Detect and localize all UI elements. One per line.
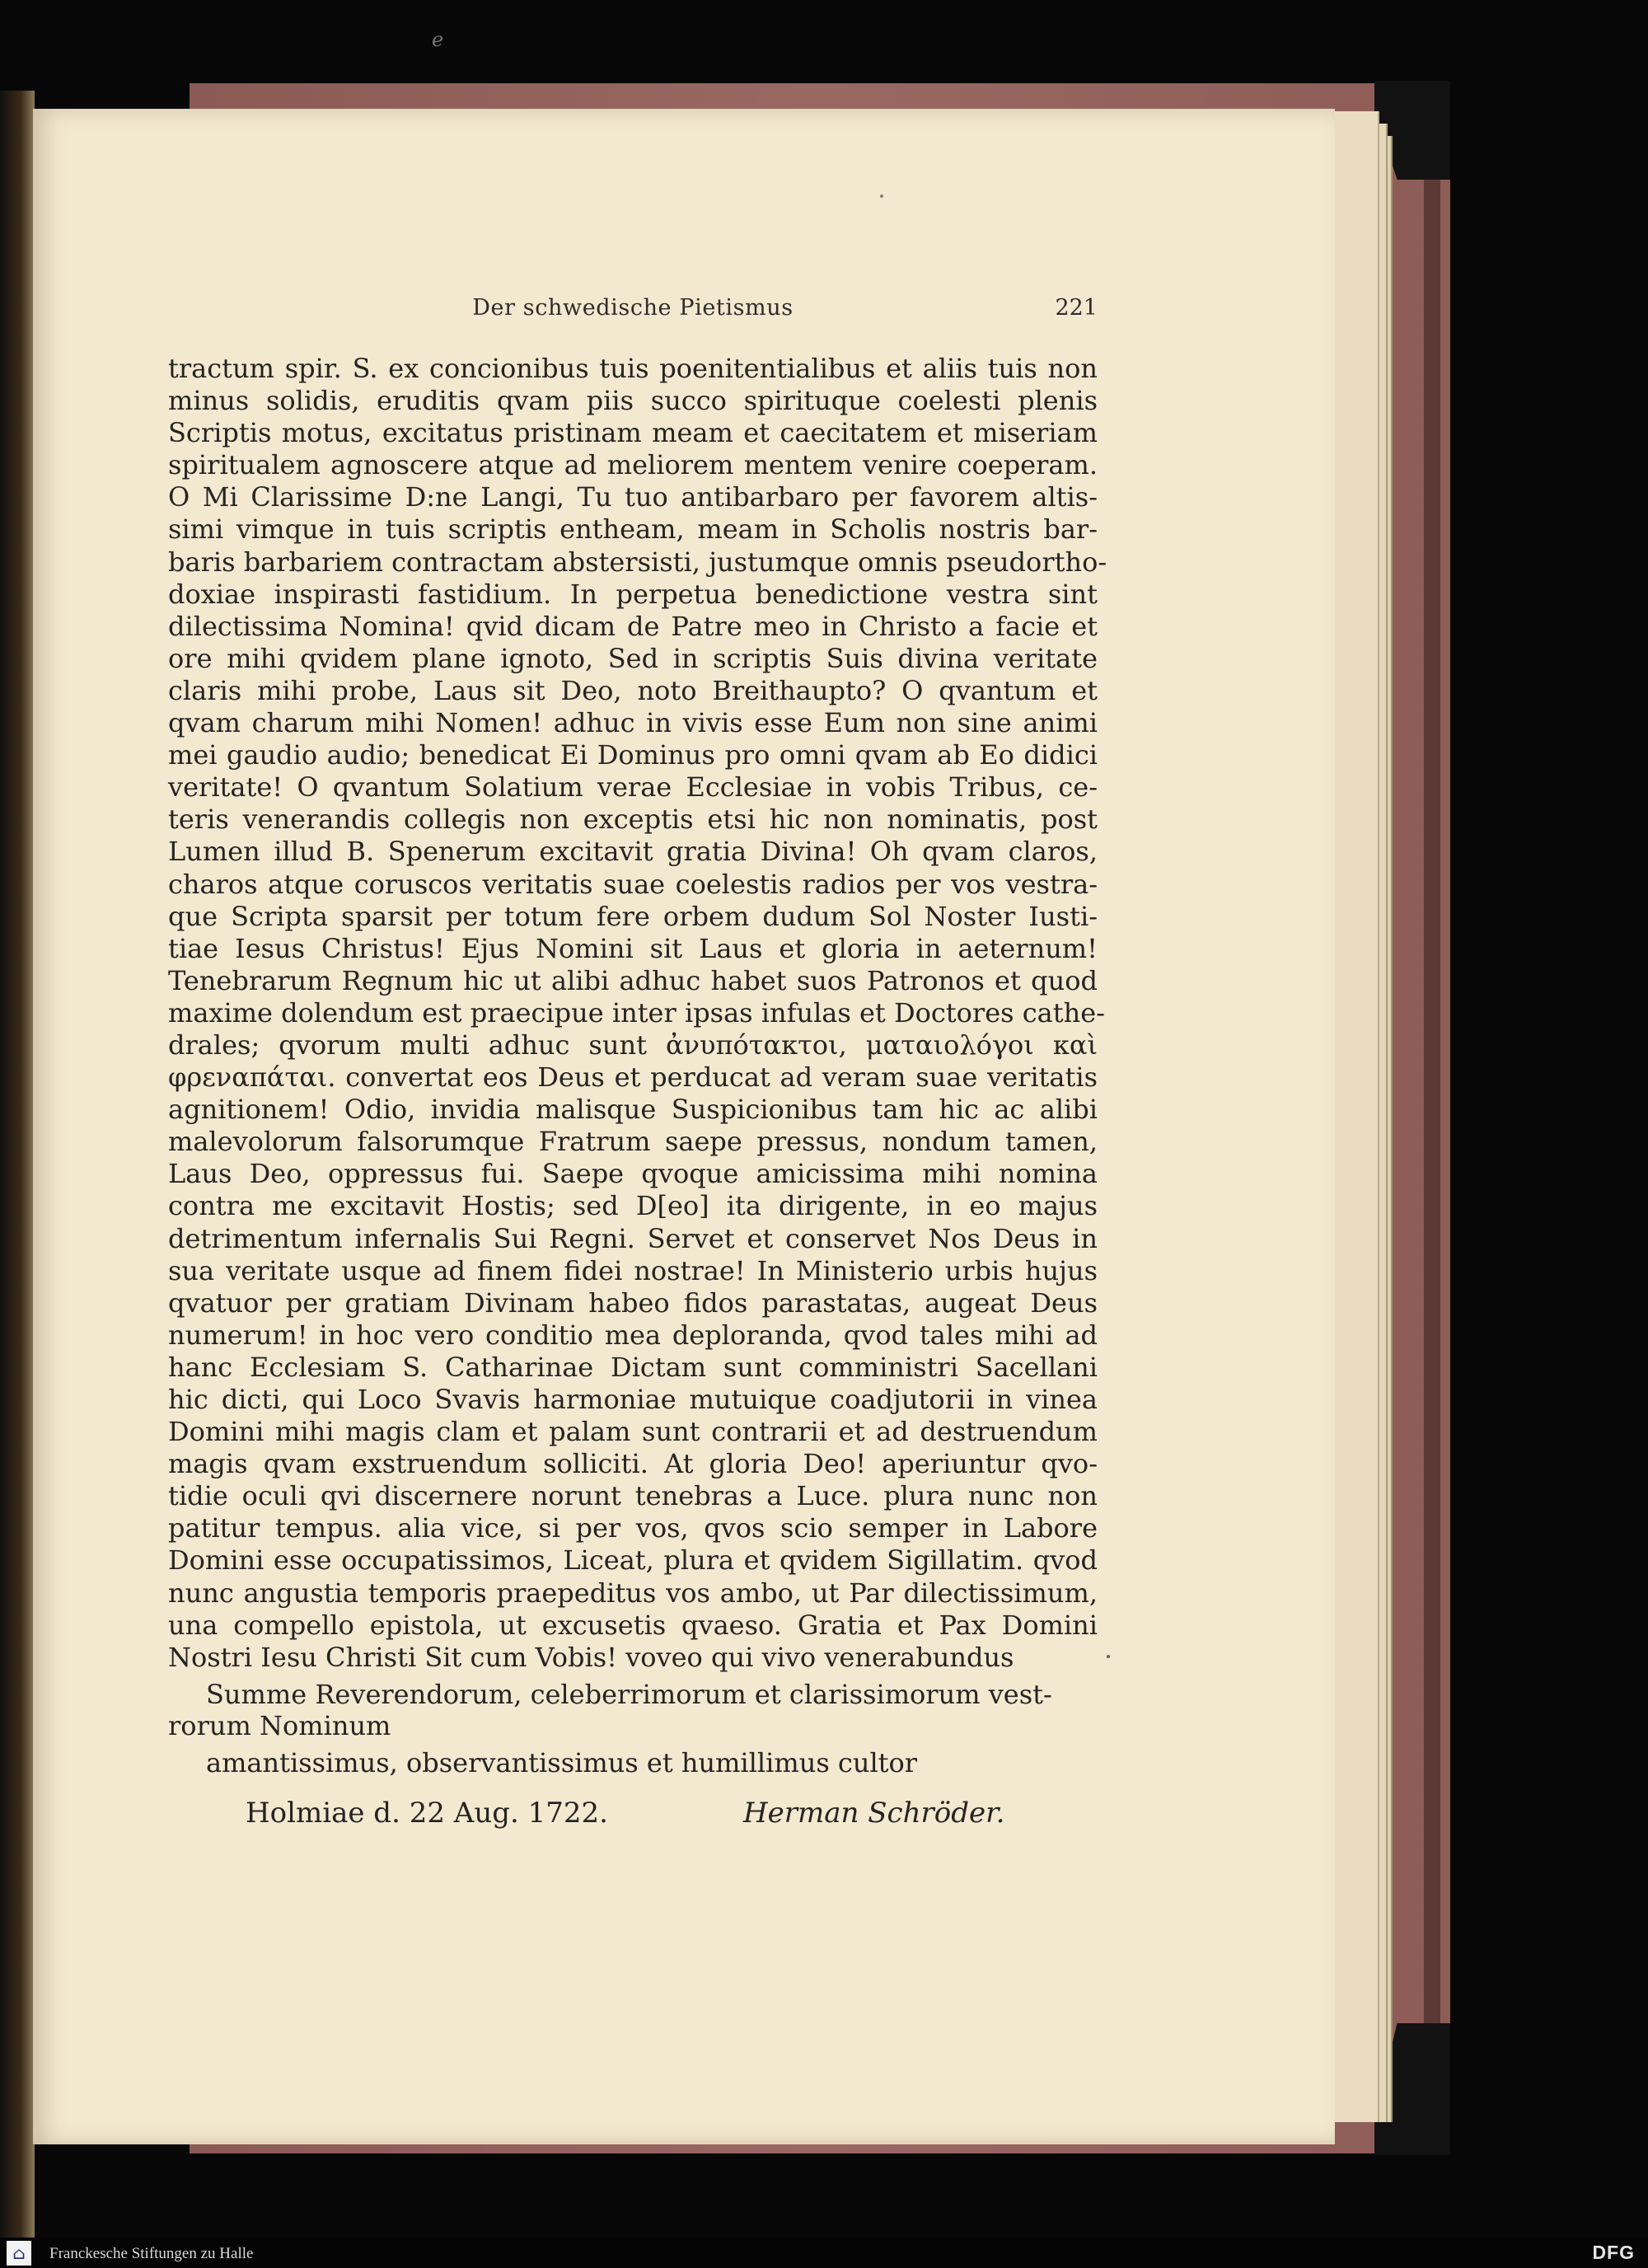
- dfg-logo: DFG: [1592, 2242, 1635, 2263]
- text-line: Nostri Iesu Christi Sit cum Vobis! voveo qui vivo venerabundus: [168, 1641, 1014, 1673]
- text-line: patitur tempus. alia vice, si per vos, qvos scio semper in Labore: [168, 1512, 1098, 1544]
- text-line: maxime dolendum est praecipue inter ipsas infulas et Doctores cathe-: [168, 996, 1105, 1029]
- text-line: tractum spir. S. ex concionibus tuis poenitentialibus et aliis tuis non: [168, 353, 1098, 384]
- text-line: claris mihi probe, Laus sit Deo, noto Breithaupto? O qvantum et: [168, 674, 1098, 706]
- closing-salutation: Summe Reverendorum, celeberrimorum et clarissimorum vest-: [206, 1679, 1052, 1710]
- text-line: minus solidis, eruditis qvam piis succo spirituque coelesti plenis: [168, 385, 1098, 417]
- text-line: dilectissima Nomina! qvid dicam de Patre meo in Christo a facie et: [168, 610, 1098, 642]
- text-line: ore mihi qvidem plane ignoto, Sed in scriptis Suis divina veritate: [168, 642, 1098, 674]
- text-line: spiritualem agnoscere atque ad meliorem mentem venire coeperam.: [168, 449, 1098, 481]
- text-line: contra me excitavit Hostis; sed D[eo] ita dirigente, in eo majus: [168, 1190, 1098, 1222]
- text-line: tidie oculi qvi discernere norunt tenebras a Luce. plura nunc non: [168, 1480, 1098, 1512]
- text-line: numerum! in hoc vero conditio mea deploranda, qvod tales mihi ad: [168, 1319, 1098, 1351]
- text-line: Domini esse occupatissimos, Liceat, plura et qvidem Sigillatim. qvod: [168, 1544, 1098, 1577]
- paper-speck: [880, 194, 883, 198]
- text-line: φρεναπάται. convertat eos Deus et perducat ad veram suae veritatis: [168, 1061, 1098, 1094]
- text-line: doxiae inspirasti fastidium. In perpetua benedictione vestra sint: [168, 578, 1098, 610]
- book-building-icon: ⌂: [7, 2241, 31, 2266]
- place-and-date: Holmiae d. 22 Aug. 1722.: [246, 1797, 608, 1830]
- text-line: Laus Deo, oppressus fui. Saepe qvoque amicissima mihi nomina: [168, 1158, 1098, 1190]
- text-line: veritate! O qvantum Solatium verae Ecclesiae in vobis Tribus, ce-: [168, 771, 1098, 804]
- page-stack-edge: [1328, 111, 1379, 2122]
- text-line: detrimentum infernalis Sui Regni. Servet et conservet Nos Deus in: [168, 1222, 1098, 1254]
- text-line: teris venerandis collegis non exceptis etsi hic non nominatis, post: [168, 804, 1098, 836]
- viewer-footer: [0, 2238, 1648, 2268]
- text-line: O Mi Clarissime D:ne Langi, Tu tuo antibarbaro per favorem altis-: [168, 481, 1098, 513]
- text-line: qvatuor per gratiam Divinam habeo fidos parastatas, augeat Deus: [168, 1286, 1098, 1319]
- book-cover-edge: [1424, 83, 1440, 2153]
- text-line: charos atque coruscos veritatis suae coelestis radios per vos vestra-: [168, 868, 1098, 900]
- text-line: Tenebrarum Regnum hic ut alibi adhuc habet suos Patronos et quod: [168, 964, 1098, 996]
- text-line: Lumen illud B. Spenerum excitavit gratia Divina! Oh qvam claros,: [168, 836, 1098, 868]
- text-line: una compello epistola, ut excusetis qvaeso. Gratia et Pax Domini: [168, 1609, 1098, 1641]
- closing-formula: amantissimus, observantissimus et humillimus cultor: [206, 1747, 918, 1778]
- text-line: qvam charum mihi Nomen! adhuc in vivis esse Eum non sine animi: [168, 707, 1098, 739]
- footer-institution: Franckesche Stiftungen zu Halle: [49, 2245, 254, 2262]
- text-line: mei gaudio audio; benedicat Ei Dominus pro omni qvam ab Eo didici: [168, 739, 1098, 771]
- text-line: baris barbariem contractam abstersisti, justumque omnis pseudortho-: [168, 546, 1107, 578]
- paper-speck: [1107, 1655, 1110, 1658]
- running-head: Der schwedische Pietismus: [472, 295, 794, 321]
- text-line: drales; qvorum multi adhuc sunt ἀνυπότακτοι, ματαιολόγοι καὶ: [168, 1029, 1098, 1061]
- text-line: magis qvam exstruendum solliciti. At gloria Deo! aperiuntur qvo-: [168, 1448, 1098, 1480]
- text-line: sua veritate usque ad finem fidei nostrae! In Ministerio urbis hujus: [168, 1254, 1098, 1286]
- signature: Herman Schröder.: [743, 1797, 1005, 1830]
- book-gutter: [0, 91, 35, 2266]
- text-line: nunc angustia temporis praepeditus vos ambo, ut Par dilectissimum,: [168, 1577, 1098, 1609]
- text-line: que Scripta sparsit per totum fere orbem dudum Sol Noster Iusti-: [168, 900, 1098, 932]
- letter-body: [168, 353, 1107, 1674]
- text-line: hanc Ecclesiam S. Catharinae Dictam sunt comministri Sacellani: [168, 1351, 1098, 1383]
- text-line: Domini mihi magis clam et palam sunt contrarii et ad destruendum: [168, 1416, 1098, 1448]
- closing-salutation-continued: rorum Nominum: [168, 1710, 391, 1741]
- text-line: malevolorum falsorumque Fratrum saepe pressus, nondum tamen,: [168, 1126, 1098, 1158]
- page-number: 221: [1055, 295, 1098, 321]
- text-line: tiae Iesus Christus! Ejus Nomini sit Laus et gloria in aeternum!: [168, 932, 1098, 964]
- text-line: hic dicti, qui Loco Svavis harmoniae mutuique coadjutorii in vinea: [168, 1384, 1098, 1415]
- text-line: agnitionem! Odio, invidia malisque Suspicionibus tam hic ac alibi: [168, 1094, 1098, 1126]
- text-line: Scriptis motus, excitatus pristinam meam et caecitatem et miseriam: [168, 417, 1098, 449]
- page-header: [168, 295, 1098, 331]
- pencil-mark: ℯ: [432, 28, 444, 51]
- text-line: simi vimque in tuis scriptis entheam, meam in Scholis nostris bar-: [168, 513, 1098, 546]
